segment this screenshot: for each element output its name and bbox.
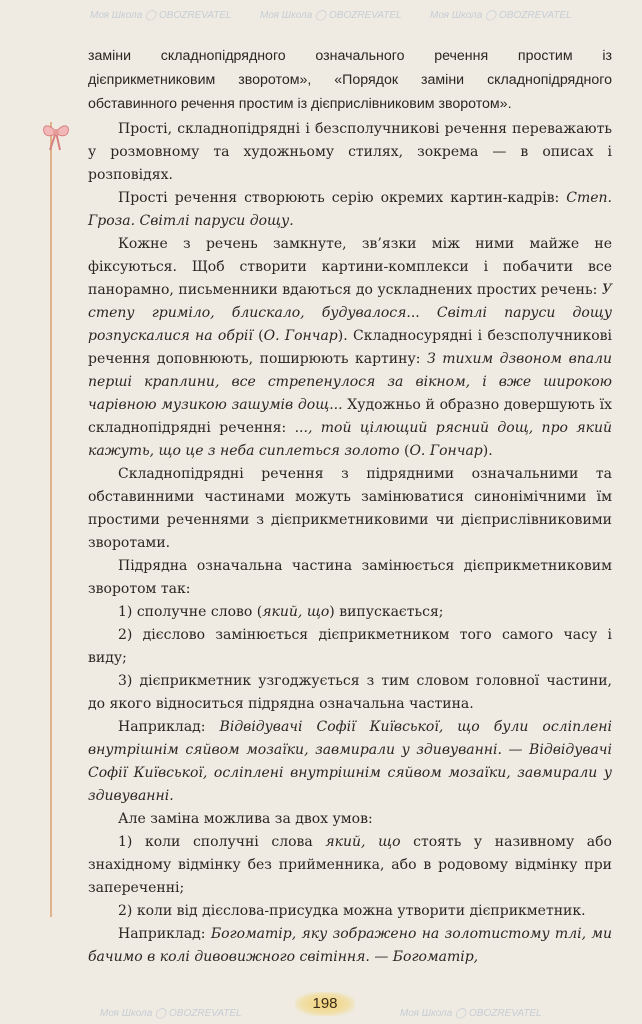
text-segment: Підрядна означальна частина замінюється дієприкметниковим зворотом так: (88, 558, 612, 597)
paragraph (88, 187, 612, 233)
paragraph (88, 601, 612, 624)
text-segment: Складнопідрядні речення з підрядними означальними та обставинними частинами можуть замінюватися синонімічними їм простими реченнями з дієприкметниковими чи дієприслівниковими зворотами. (88, 466, 612, 551)
italic-example: Відвідувачі Софії Київської, що були осліплені внутрішнім сяйвом мозаїки, завмирали у здивуванні. — Відвідувачі Софії Київської, осліплені внутрішнім сяйвом мозаїки, завмирали у здивуванні. (88, 719, 612, 804)
italic-example: У степу гриміло, блискало, будувалося... Світлі паруси дощу розпускалися на обрії (88, 282, 612, 344)
text-segment: Кожне з речень замкнуте, зв’язки між ними майже не фіксуються. Щоб створити картини-комплекси і побачити все панорамно, письменники вдаються до ускладнених простих речень: (88, 236, 612, 298)
text-segment: Прості, складнопідрядні і безсполучникові речення переважають у розмовному та художньому стилях, зокрема — в описах і розповідях. (88, 121, 612, 183)
watermark: Моя Школа ◯ OBOZREVATEL (400, 1008, 542, 1019)
text-segment: Але заміна можлива за двох умов: (118, 811, 373, 827)
watermark: Моя Школа ◯ OBOZREVATEL (90, 10, 232, 21)
text-segment: заміни складнопідрядного означального речення простим із дієприкметниковим зворотом», «Порядок заміни складнопідрядного обставинного речення простим із дієприслівниковим зворотом». (88, 48, 612, 112)
paragraph (88, 831, 612, 900)
paragraph (88, 923, 612, 969)
text-segment: стоять у називному або знахідному відмінку без прийменника, або в родовому відмінку при запереченні; (88, 834, 612, 896)
text-segment: Наприклад: (118, 719, 220, 735)
text-segment: 3) дієприкметник узгоджується з тим словом головної частини, до якого відноситься підрядна означальна частина. (88, 673, 612, 712)
paragraph (88, 900, 612, 923)
text-segment: Прості речення створюють серію окремих картин-кадрів: (118, 190, 567, 206)
paragraph (88, 670, 612, 716)
italic-example: З тихим дзвоном впали перші краплини, все стрепенулося за вікном, і вже широкою чарівною музикою зашумів дощ... (88, 351, 613, 413)
text-segment: ). (482, 443, 493, 459)
page-number: 198 (295, 992, 355, 1016)
paragraph (88, 808, 612, 831)
italic-example: О. Гончар (263, 328, 338, 344)
paragraph (88, 716, 612, 808)
main-text (88, 118, 612, 969)
watermark: Моя Школа ◯ OBOZREVATEL (430, 10, 572, 21)
italic-example: який, що (325, 834, 401, 850)
text-segment: ) випускається; (329, 604, 444, 620)
margin-rule (50, 122, 52, 917)
paragraph (88, 463, 612, 555)
paragraph (88, 555, 612, 601)
text-segment: 2) коли від дієслова-присудка можна утворити дієприкметник. (118, 903, 586, 919)
italic-example: Богоматір, яку зображено на золотистому тлі, ми бачимо в колі дивовижного світіння. — Богоматір, (88, 926, 612, 965)
italic-example: О. Гончар (409, 443, 483, 459)
italic-example: ..., той цілющий рясний дощ, про який кажуть, що це з неба сиплеться золото (88, 420, 612, 459)
text-segment: 1) коли сполучні слова (118, 834, 326, 850)
italic-example: який, що (262, 604, 330, 620)
text-segment: ( (252, 328, 264, 344)
text-segment: Наприклад: (118, 926, 211, 942)
paragraph (88, 624, 612, 670)
text-segment: 1) сполучне слово ( (118, 604, 263, 620)
intro-text (88, 44, 612, 116)
text-segment: Художньо й образно довершують їх складнопідрядні речення: (88, 397, 612, 436)
watermark: Моя Школа ◯ OBOZREVATEL (260, 10, 402, 21)
paragraph (88, 44, 612, 116)
text-segment: 2) дієслово замінюється дієприкметником того самого часу і виду; (88, 627, 612, 666)
text-segment: ( (399, 443, 410, 459)
italic-example: Степ. Гроза. Світлі паруси дощу. (88, 190, 612, 229)
paragraph (88, 233, 612, 463)
watermark: Моя Школа ◯ OBOZREVATEL (100, 1008, 242, 1019)
text-segment: ). Складносурядні і безсполучникові речення доповнюють, поширюють картину: (88, 328, 612, 367)
paragraph (88, 118, 612, 187)
bow-icon (40, 120, 72, 154)
